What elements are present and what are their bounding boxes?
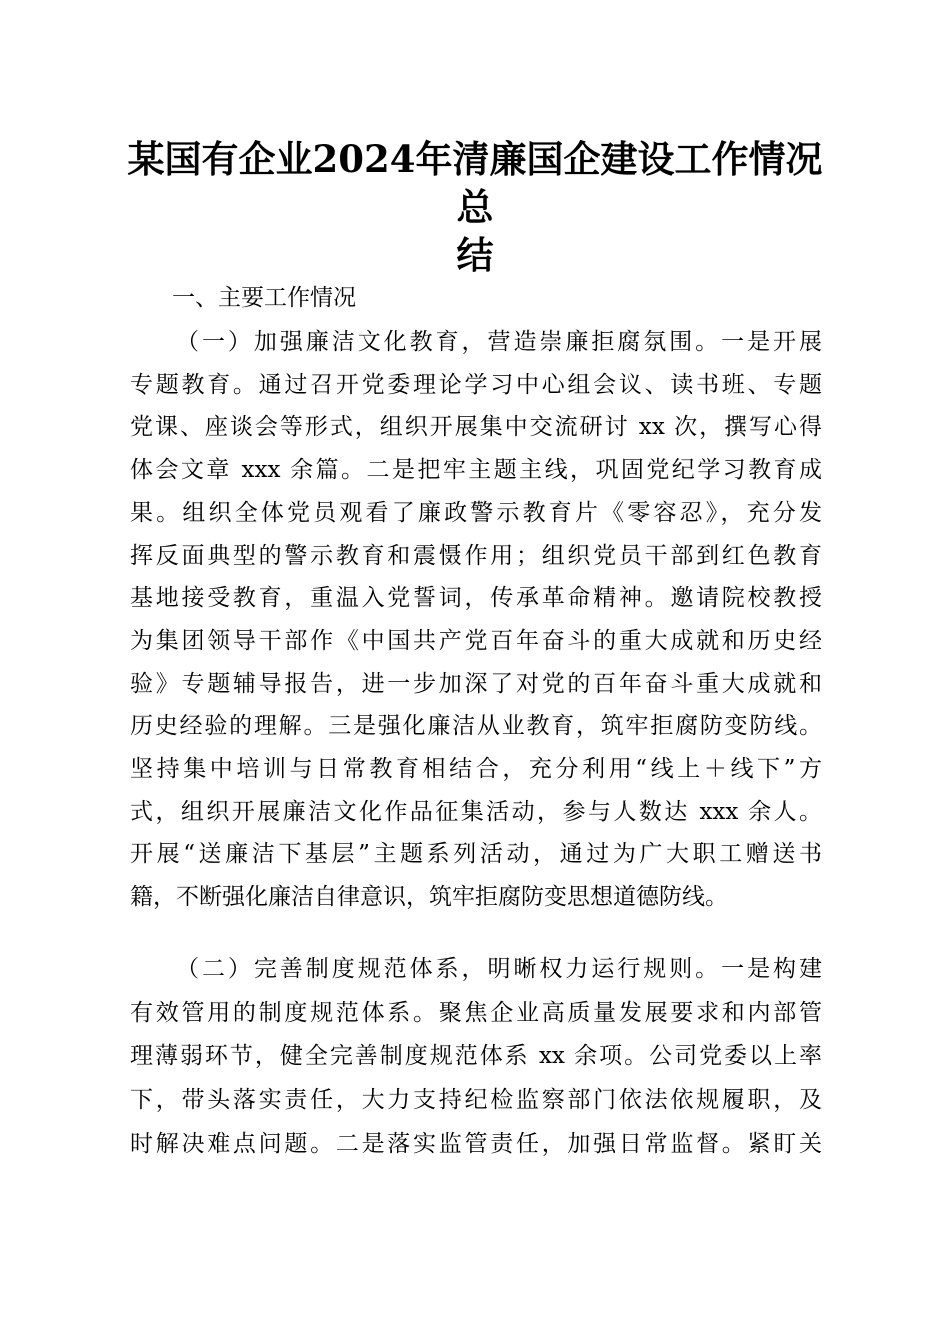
paragraph-2-line: 有效管用的制度规范体系。聚焦企业高质量发展要求和内部管 [130, 999, 822, 1026]
title-line-2: 结 [456, 233, 494, 277]
paragraph-1-line: 专题教育。通过召开党委理论学习中心组会议、读书班、专题 [130, 371, 822, 398]
paragraph-1-line: 籍，不断强化廉洁自律意识，筑牢拒腐防变思想道德防线。 [130, 884, 728, 911]
paragraph-2-line: 理薄弱环节，健全完善制度规范体系 xx 余项。公司党委以上率 [130, 1043, 822, 1070]
paragraph-1-line: 体会文章 xxx 余篇。二是把牢主题主线，巩固党纪学习教育成 [130, 457, 822, 484]
paragraph-1-line: 开展“送廉洁下基层”主题系列活动，通过为广大职工赠送书 [130, 841, 822, 868]
paragraph-1-line: 挥反面典型的警示教育和震慑作用；组织党员干部到红色教育 [130, 542, 822, 569]
paragraph-1-line: 坚持集中培训与日常教育相结合，充分利用“线上＋线下”方 [130, 756, 822, 782]
paragraph-1-line: 历史经验的理解。三是强化廉洁从业教育，筑牢拒腐防变防线。 [130, 713, 822, 740]
section-heading: 一、主要工作情况 [172, 285, 356, 311]
paragraph-1-line: 验》专题辅导报告，进一步加深了对党的百年奋斗重大成就和 [130, 670, 822, 697]
document-title [110, 135, 840, 279]
paragraph-1-line: （一）加强廉洁文化教育，营造崇廉拒腐氛围。一是开展 [176, 329, 822, 355]
paragraph-1-line: 果。组织全体党员观看了廉政警示教育片《零容忍》，充分发 [130, 499, 822, 526]
paragraph-1-line: 式，组织开展廉洁文化作品征集活动，参与人数达 xxx 余人。 [130, 798, 822, 825]
paragraph-2-line: （二）完善制度规范体系，明晰权力运行规则。一是构建 [176, 956, 822, 982]
paragraph-2-line: 时解决难点问题。二是落实监管责任，加强日常监督。紧盯关 [130, 1130, 822, 1157]
paragraph-1-line: 基地接受教育，重温入党誓词，传承革命精神。邀请院校教授 [130, 585, 822, 612]
paragraph-1-line: 为集团领导干部作《中国共产党百年奋斗的重大成就和历史经 [130, 627, 822, 654]
title-line-1: 某国有企业2024年清廉国企建设工作情况总 [127, 137, 823, 229]
paragraph-2-line: 下，带头落实责任，大力支持纪检监察部门依法依规履职，及 [130, 1087, 822, 1114]
paragraph-1-line: 党课、座谈会等形式，组织开展集中交流研讨 xx 次，撰写心得 [130, 414, 822, 441]
